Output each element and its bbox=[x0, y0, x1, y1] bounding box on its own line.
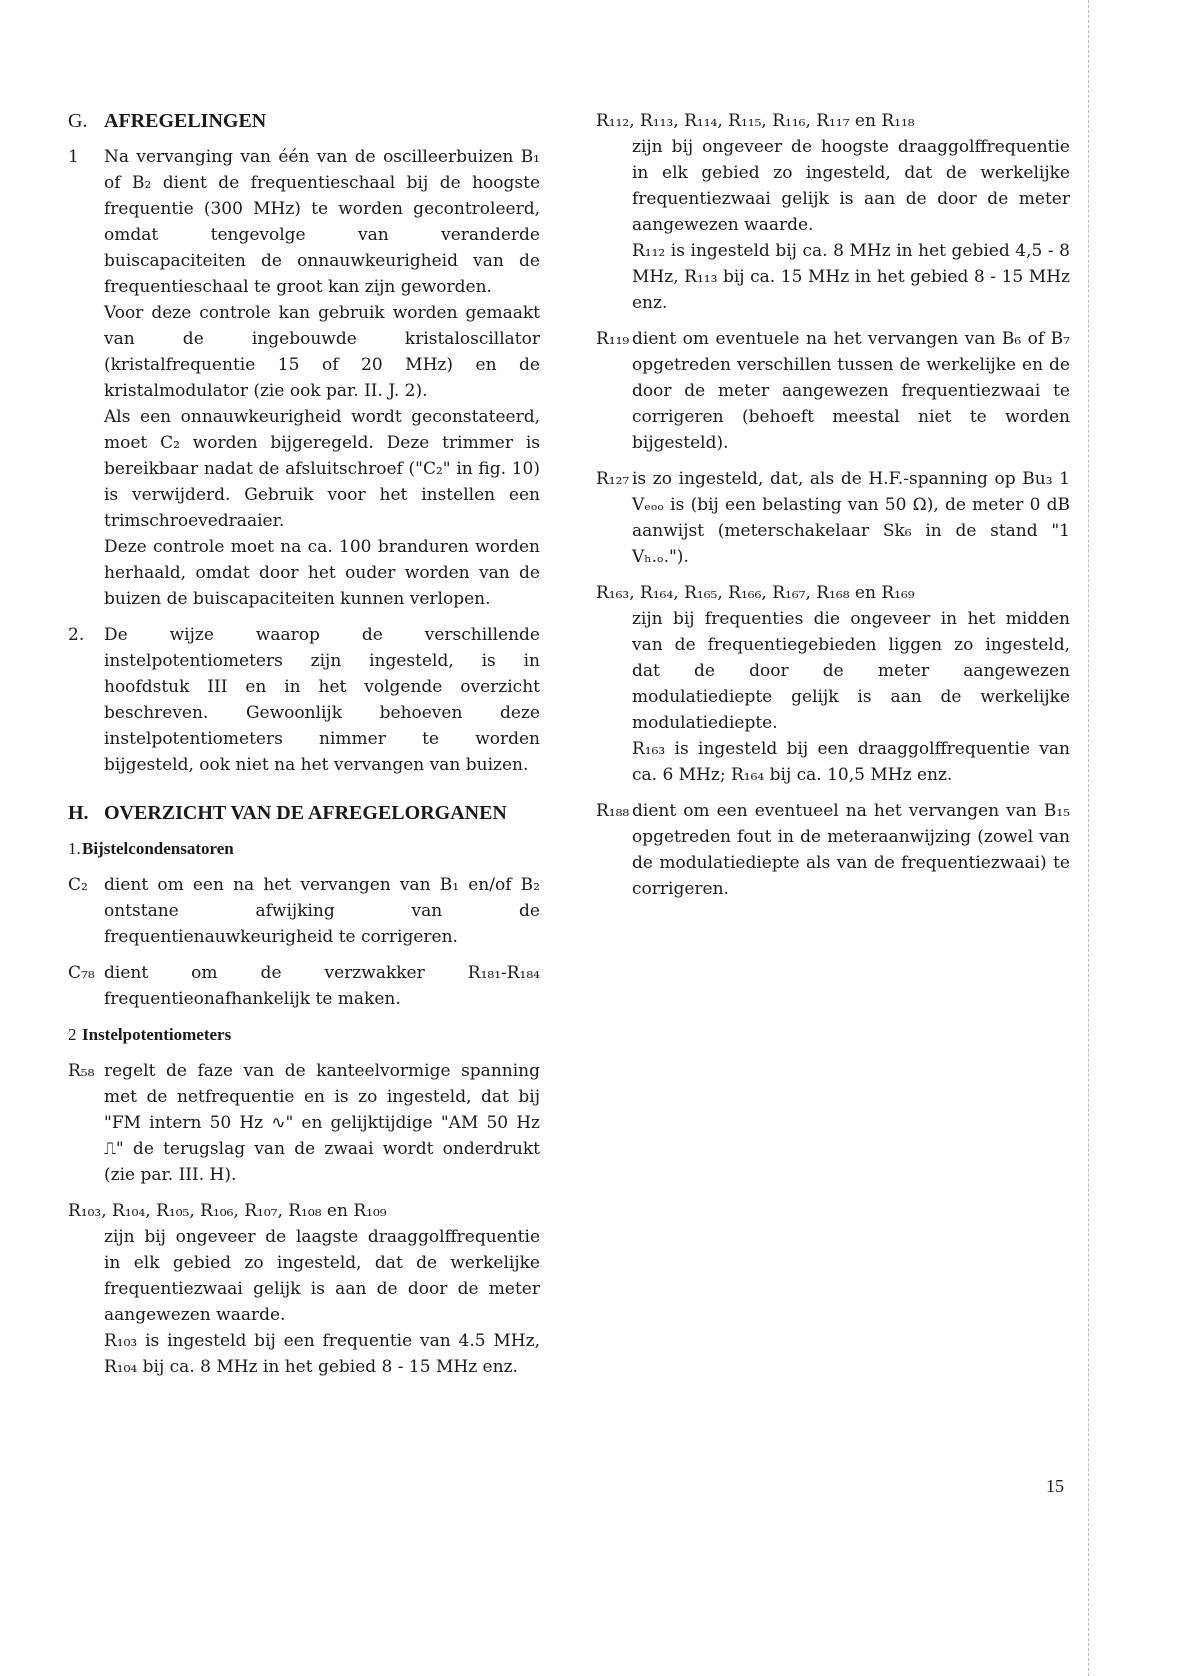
entry-r127: R₁₂₇ is zo ingesteld, dat, als de H.F.-spanning op Bu₃ 1 Vₑₒₒ is (bij een belasting van 50 Ω), de meter 0 dB aanwijst (meterschakelaar Sk₆ in de stand "1 Vₕ.ₒ."). bbox=[596, 469, 1070, 567]
paragraph: Voor deze controle kan gebruik worden gemaakt van de ingebouwde kristaloscillator (kristalfrequentie 15 of 20 MHz) en de kristalmodulator (zie ook par. II. J. 2). bbox=[104, 303, 540, 401]
entry-r58: R₅₈ regelt de faze van de kanteelvormige spanning met de netfrequentie en is zo ingesteld, dat bij "FM intern 50 Hz ∿" en gelijktijdige "AM 50 Hz ⎍" de terugslag van de zwaai wordt onderdrukt (zie par. III. H). bbox=[68, 1061, 540, 1185]
entry-r119: R₁₁₉ dient om eventuele na het vervangen van B₆ of B₇ opgetreden verschillen tussen de werkelijke en de door de meter aangewezen frequentiezwaai te corrigeren (behoeft meestal niet te worden bijgesteld). bbox=[596, 329, 1070, 453]
entry-c2: C₂ dient om een na het vervangen van B₁ en/of B₂ ontstane afwijking van de frequentienauwkeurigheid te corrigeren. bbox=[68, 875, 540, 947]
entry-r103: R₁₀₃, R₁₀₄, R₁₀₅, R₁₀₆, R₁₀₇, R₁₀₈ en R₁₀₉ zijn bij ongeveer de laagste draaggolffrequentie in elk gebied zo ingesteld, dat de werkelijke frequentiezwaai gelijk is aan de door de meter aangewezen waarde. R₁₀₃ is ingesteld bij een frequentie van 4.5 MHz, R₁₀₄ bij ca. 8 MHz in het gebied 8 - 15 MHz enz. bbox=[68, 1198, 540, 1380]
section-g-item-1: 1 Na vervanging van één van de oscilleerbuizen B₁ of B₂ dient de frequentieschaal bij de hoogste frequentie (300 MHz) te worden gecontroleerd, omdat tengevolge van veranderde buiscapaciteiten de onnauwkeurigheid van de frequentieschaal te groot kan zijn geworden. Voor deze controle kan gebruik worden gemaakt van de ingebouwde kristaloscillator (kristalfrequentie 15 of 20 MHz) en de kristalmodulator (zie ook par. II. J. 2). Als een onnauwkeurigheid wordt geconstateerd, moet C₂ worden bijgeregeld. Deze trimmer is bereikbaar nadat de afsluitschroef ("C₂" in fig. 10) is verwijderd. Gebruik voor het instellen een trimschroevedraaier. Deze controle moet na ca. 100 branduren worden herhaald, omdat door het ouder worden van de buizen de buiscapaciteiten kunnen verlopen. bbox=[68, 144, 540, 612]
paragraph: zijn bij ongeveer de laagste draaggolffrequentie in elk gebied zo ingesteld, dat de werkelijke frequentiezwaai gelijk is aan de door de meter aangewezen waarde. bbox=[104, 1227, 540, 1325]
section-h-heading: H. OVERZICHT VAN DE AFREGELORGANEN bbox=[68, 802, 507, 824]
paragraph: De wijze waarop de verschillende instelpotentiometers zijn ingesteld, is in hoofdstuk III en in het volgende overzicht beschreven. Gewoonlijk behoeven deze instelpotentiometers nimmer te worden bijgesteld, ook niet na het vervangen van buizen. bbox=[104, 625, 540, 775]
entry-r112: R₁₁₂, R₁₁₃, R₁₁₄, R₁₁₅, R₁₁₆, R₁₁₇ en R₁₁₈ zijn bij ongeveer de hoogste draaggolffrequentie in elk gebied zo ingesteld, dat de werkelijke frequentiezwaai gelijk is aan de door de meter aangewezen waarde. R₁₁₂ is ingesteld bij ca. 8 MHz in het gebied 4,5 - 8 MHz, R₁₁₃ bij ca. 15 MHz in het gebied 8 - 15 MHz enz. bbox=[596, 108, 1070, 316]
section-g-item-2: 2. De wijze waarop de verschillende instelpotentiometers zijn ingesteld, is in hoofdstuk III en in het volgende overzicht beschreven. Gewoonlijk behoeven deze instelpotentiometers nimmer te worden bijgesteld, ook niet na het vervangen van buizen. bbox=[68, 622, 540, 778]
page-number: 15 bbox=[1046, 1476, 1064, 1496]
section-g-heading: G. AFREGELINGEN bbox=[68, 110, 267, 132]
left-column bbox=[68, 108, 540, 1380]
paragraph: Na vervanging van één van de oscilleerbuizen B₁ of B₂ dient de frequentieschaal bij de hoogste frequentie (300 MHz) te worden gecontroleerd, omdat tengevolge van veranderde buiscapaciteiten de onnauwkeurigheid van de frequentieschaal te groot kan zijn geworden. bbox=[104, 147, 540, 297]
paragraph: Deze controle moet na ca. 100 branduren worden herhaald, omdat door het ouder worden van de buizen de buiscapaciteiten kunnen verlopen. bbox=[104, 537, 540, 609]
entry-r188: R₁₈₈ dient om een eventueel na het vervangen van B₁₅ opgetreden fout in de meteraanwijzing (zowel van de modulatiediepte als van de frequentiezwaai) te corrigeren. bbox=[596, 801, 1070, 899]
subsection-2-heading: 2 Instelpotentiometers bbox=[68, 1025, 232, 1044]
subsection-1-heading: 1.Bijstelcondensatoren bbox=[68, 839, 234, 858]
scan-edge bbox=[1088, 0, 1091, 1676]
paragraph: R₁₀₃ is ingesteld bij een frequentie van 4.5 MHz, R₁₀₄ bij ca. 8 MHz in het gebied 8 - 15 MHz enz. bbox=[104, 1331, 540, 1377]
paragraph: R₁₁₂ is ingesteld bij ca. 8 MHz in het gebied 4,5 - 8 MHz, R₁₁₃ bij ca. 15 MHz in het gebied 8 - 15 MHz enz. bbox=[632, 241, 1070, 313]
entry-c78: C₇₈ dient om de verzwakker R₁₈₁-R₁₈₄ frequentieonafhankelijk te maken. bbox=[68, 963, 540, 1009]
paragraph: zijn bij ongeveer de hoogste draaggolffrequentie in elk gebied zo ingesteld, dat de werkelijke frequentiezwaai gelijk is aan de door de meter aangewezen waarde. bbox=[632, 137, 1070, 235]
entry-r163: R₁₆₃, R₁₆₄, R₁₆₅, R₁₆₆, R₁₆₇, R₁₆₈ en R₁₆₉ zijn bij frequenties die ongeveer in het midden van de frequentiegebieden liggen zo ingesteld, dat de door de meter aangewezen modulatiediepte gelijk is aan de werkelijke modulatiediepte. R₁₆₃ is ingesteld bij een draaggolffrequentie van ca. 6 MHz; R₁₆₄ bij ca. 10,5 MHz enz. bbox=[596, 580, 1070, 788]
paragraph: Als een onnauwkeurigheid wordt geconstateerd, moet C₂ worden bijgeregeld. Deze trimmer is bereikbaar nadat de afsluitschroef ("C₂" in fig. 10) is verwijderd. Gebruik voor het instellen een trimschroevedraaier. bbox=[104, 407, 540, 531]
paragraph: R₁₆₃ is ingesteld bij een draaggolffrequentie van ca. 6 MHz; R₁₆₄ bij ca. 10,5 MHz enz. bbox=[632, 739, 1070, 785]
paragraph: zijn bij frequenties die ongeveer in het midden van de frequentiegebieden liggen zo ingesteld, dat de door de meter aangewezen modulatiediepte gelijk is aan de werkelijke modulatiediepte. bbox=[632, 609, 1070, 733]
right-column bbox=[596, 108, 1070, 902]
